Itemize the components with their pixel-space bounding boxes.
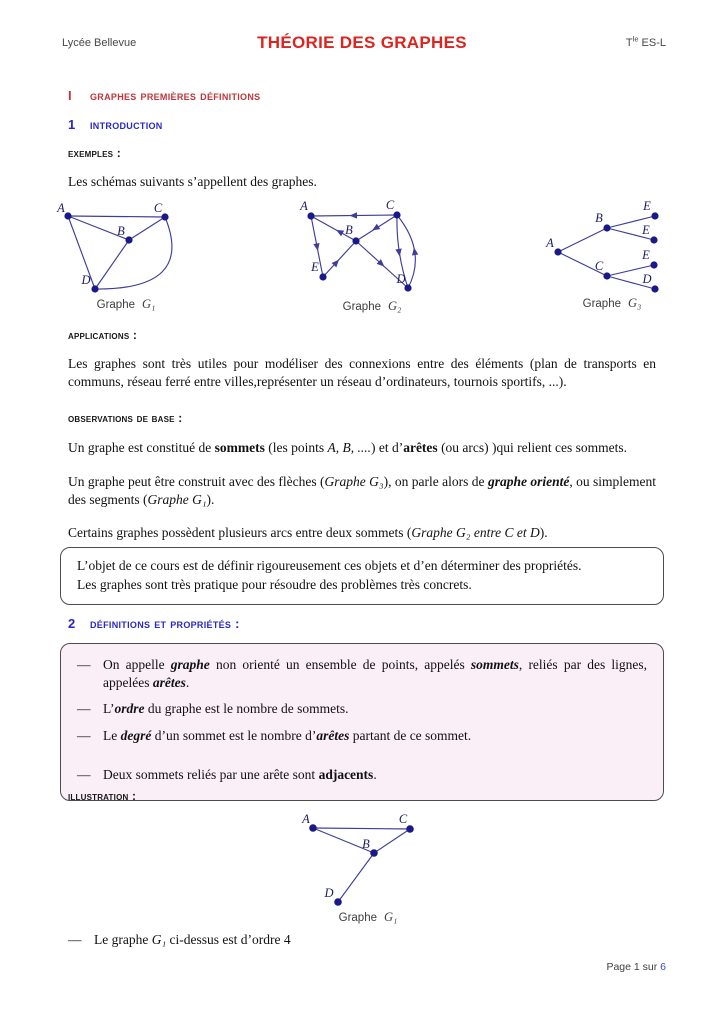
g4-node-A bbox=[309, 824, 317, 832]
g3-node-D bbox=[651, 285, 658, 292]
g1-node-label: D bbox=[81, 273, 91, 287]
section-title: définitions et propriétés : bbox=[90, 616, 240, 631]
g1-node-label: B bbox=[117, 224, 125, 238]
definition-text: On appelle graphe non orienté un ensemble de points, appelés sommets, reliés par des lignes, appelées arêtes. bbox=[103, 657, 647, 690]
g3-node-B bbox=[603, 224, 610, 231]
g2-node-B bbox=[352, 237, 359, 244]
definition-item bbox=[77, 700, 647, 718]
g3-node-label: E bbox=[643, 199, 651, 213]
g3-node-label: C bbox=[594, 259, 604, 273]
section-title: introduction bbox=[90, 117, 163, 132]
section-heading-part bbox=[68, 88, 260, 103]
g1-caption: Graphe G₁ bbox=[96, 297, 156, 311]
section-heading-intro bbox=[68, 117, 163, 132]
graph-g3-figure bbox=[540, 198, 670, 315]
g1-node-B bbox=[125, 236, 132, 243]
g3-node-E3 bbox=[650, 261, 657, 268]
g4-caption: Graphe G₁ bbox=[338, 910, 398, 924]
g2-node-label: A bbox=[300, 199, 308, 213]
definition-item bbox=[77, 766, 647, 784]
header-school: Lycée Bellevue bbox=[62, 37, 137, 49]
g3-node-E2 bbox=[650, 236, 657, 243]
bullet-dash: — bbox=[77, 767, 91, 782]
section-title: graphes premières définitions bbox=[90, 88, 261, 103]
definition-text: Deux sommets reliés par une arête sont adjacents. bbox=[103, 767, 377, 782]
g3-node-E1 bbox=[651, 212, 658, 219]
g3-node-C bbox=[603, 272, 610, 279]
definition-item bbox=[77, 727, 647, 745]
heading-observations: observations de base : bbox=[68, 411, 183, 425]
footer-page-link[interactable]: 6 bbox=[660, 961, 666, 973]
note-line: Les graphes sont très pratique pour résoudre des problèmes très concrets. bbox=[77, 576, 472, 592]
g4-node-label: A bbox=[302, 812, 310, 826]
footer-text: Page 1 sur bbox=[606, 961, 661, 973]
order-text: Le graphe G₁ ci-dessus est d’ordre 4 bbox=[94, 932, 291, 947]
bullet-dash: — bbox=[77, 701, 91, 716]
section-heading-defs bbox=[68, 616, 240, 631]
g4-node-label: D bbox=[324, 886, 334, 900]
page-title: THÉORIE DES GRAPHES bbox=[257, 33, 467, 52]
section-number: 2 bbox=[68, 616, 76, 631]
g3-node-label: E bbox=[642, 248, 650, 262]
g2-node-C bbox=[393, 211, 400, 218]
g4-node-label: B bbox=[362, 837, 370, 851]
definition-item bbox=[77, 656, 647, 691]
heading-exemples: exemples : bbox=[68, 146, 121, 160]
g1-node-label: A bbox=[57, 201, 65, 215]
section-number: 1 bbox=[68, 117, 76, 132]
observation-3: Certains graphes possèdent plusieurs arcs entre deux sommets (Graphe G₂ entre C et D). bbox=[68, 525, 548, 540]
observation-1: Un graphe est constitué de sommets (les points A, B, ....) et d’arêtes (ou arcs) )qui relient ces sommets. bbox=[68, 440, 628, 455]
heading-applications: applications : bbox=[68, 328, 138, 342]
g3-node-A bbox=[554, 248, 561, 255]
graph-g2-figure bbox=[295, 198, 445, 320]
heading-illustration: illustration : bbox=[68, 789, 137, 803]
bullet-dash: — bbox=[77, 657, 91, 672]
graph-g1-figure bbox=[55, 198, 280, 315]
g3-node-label: E bbox=[642, 223, 650, 237]
g2-node-label: E bbox=[311, 260, 319, 274]
g1-node-A bbox=[64, 212, 71, 219]
g3-node-label: D bbox=[642, 272, 652, 286]
g2-node-label: C bbox=[385, 198, 395, 212]
g4-node-C bbox=[406, 825, 414, 833]
order-statement bbox=[68, 932, 656, 948]
g4-node-label: C bbox=[398, 812, 408, 826]
g1-node-D bbox=[91, 285, 98, 292]
g4-node-D bbox=[334, 898, 342, 906]
applications-paragraph: Les graphes sont très utiles pour modéliser des connexions entre des éléments (plan de transports en communs, réseau ferré entre villes,représenter un réseau d’ordinateurs, tournois sportifs, ...). bbox=[68, 356, 656, 389]
g1-node-label: C bbox=[153, 201, 163, 215]
note-box bbox=[60, 547, 664, 605]
g3-caption: Graphe G₃ bbox=[582, 296, 642, 310]
g2-node-E bbox=[319, 273, 326, 280]
g3-node-label: B bbox=[595, 211, 603, 225]
g2-node-A bbox=[307, 212, 314, 219]
note-line: L’objet de ce cours est de définir rigoureusement ces objets et d’en déterminer des propriétés. bbox=[77, 558, 582, 573]
g1-node-C bbox=[161, 213, 168, 220]
definitions-box bbox=[60, 643, 664, 801]
header-level: $T^{le}$ ES-L bbox=[625, 34, 666, 49]
definition-text: L’ordre du graphe est le nombre de sommets. bbox=[103, 701, 349, 716]
page-footer bbox=[606, 961, 666, 973]
g2-caption: Graphe G₂ bbox=[342, 299, 402, 313]
observation-2: Un graphe peut être construit avec des flèches (Graphe G₃), on parle alors de graphe orienté, ou simplement des segments (Graphe G₁). bbox=[68, 474, 657, 507]
g2-node-label: B bbox=[345, 223, 353, 237]
graph-g4-figure bbox=[290, 806, 460, 928]
g2-node-label: D bbox=[396, 272, 406, 286]
definition-text: Le degré d’un sommet est le nombre d’arêtes partant de ce sommet. bbox=[103, 727, 472, 743]
g3-node-label: A bbox=[546, 236, 554, 250]
g2-arrowheads bbox=[313, 212, 418, 269]
section-number: I bbox=[68, 88, 72, 103]
bullet-dash: — bbox=[77, 727, 91, 743]
bullet-dash: — bbox=[68, 932, 82, 947]
intro-paragraph: Les schémas suivants s’appellent des graphes. bbox=[68, 174, 317, 189]
g4-node-B bbox=[370, 849, 378, 857]
